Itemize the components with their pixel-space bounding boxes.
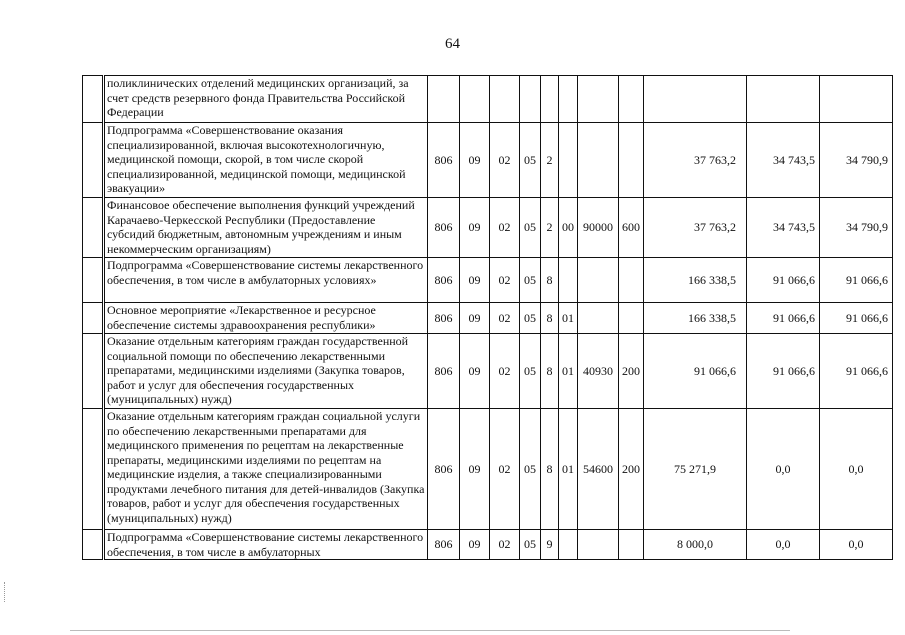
ved-code: 806 xyxy=(428,258,460,303)
amount-year-1: 166 338,5 xyxy=(644,258,747,303)
target-code-1: 05 xyxy=(520,409,541,530)
amount-year-3: 0,0 xyxy=(820,530,893,560)
section-code: 09 xyxy=(460,334,490,409)
ved-code: 806 xyxy=(428,409,460,530)
target-code-1: 05 xyxy=(520,303,541,334)
row-description: поликлинических отделений медицинских организаций, за счет средств резервного фонда Правительства Российской Федерации xyxy=(104,76,428,123)
table-row xyxy=(83,303,893,334)
target-code-4 xyxy=(578,303,619,334)
ved-code: 806 xyxy=(428,123,460,198)
expense-type-code xyxy=(619,530,644,560)
target-code-2: 2 xyxy=(541,198,559,258)
target-code-2: 8 xyxy=(541,258,559,303)
amount-year-2: 0,0 xyxy=(747,530,820,560)
subsection-code: 02 xyxy=(490,409,520,530)
table-row xyxy=(83,123,893,198)
subsection-code xyxy=(490,76,520,123)
target-code-1: 05 xyxy=(520,123,541,198)
amount-year-1: 166 338,5 xyxy=(644,303,747,334)
section-code: 09 xyxy=(460,530,490,560)
amount-year-1: 37 763,2 xyxy=(644,123,747,198)
amount-year-2: 34 743,5 xyxy=(747,123,820,198)
amount-year-3: 34 790,9 xyxy=(820,198,893,258)
subsection-code: 02 xyxy=(490,334,520,409)
target-code-3: 01 xyxy=(559,303,578,334)
amount-year-3: 34 790,9 xyxy=(820,123,893,198)
ved-code: 806 xyxy=(428,303,460,334)
target-code-1: 05 xyxy=(520,258,541,303)
row-description: Подпрограмма «Совершенствование системы лекарственного обеспечения, в том числе в амбулаторных xyxy=(104,530,428,560)
amount-year-3: 91 066,6 xyxy=(820,258,893,303)
row-description: Подпрограмма «Совершенствование оказания специализированной, включая высокотехнологичную, медицинской помощи, скорой, в том числе скорой специализированной, медицинской помощи, медицинской эвакуации» xyxy=(104,123,428,198)
amount-year-2: 0,0 xyxy=(747,409,820,530)
table-row xyxy=(83,334,893,409)
target-code-4 xyxy=(578,530,619,560)
target-code-4 xyxy=(578,76,619,123)
subsection-code: 02 xyxy=(490,303,520,334)
target-code-3 xyxy=(559,123,578,198)
expense-type-code xyxy=(619,76,644,123)
subsection-code: 02 xyxy=(490,123,520,198)
target-code-2: 8 xyxy=(541,409,559,530)
ved-code xyxy=(428,76,460,123)
target-code-4 xyxy=(578,123,619,198)
target-code-3: 01 xyxy=(559,334,578,409)
target-code-3: 01 xyxy=(559,409,578,530)
subsection-code: 02 xyxy=(490,198,520,258)
amount-year-1 xyxy=(644,76,747,123)
amount-year-3 xyxy=(820,76,893,123)
section-code: 09 xyxy=(460,303,490,334)
expense-type-code xyxy=(619,258,644,303)
target-code-2 xyxy=(541,76,559,123)
expense-type-code: 200 xyxy=(619,334,644,409)
target-code-1: 05 xyxy=(520,198,541,258)
target-code-4: 54600 xyxy=(578,409,619,530)
table-row xyxy=(83,198,893,258)
amount-year-3: 91 066,6 xyxy=(820,303,893,334)
row-description: Оказание отдельным категориям граждан государственной социальной помощи по обеспечению лекарственными препаратами, медицинскими изделиями (Закупка товаров, работ и услуг для обеспечения государственных (муниципальных) нужд) xyxy=(104,334,428,409)
section-code: 09 xyxy=(460,409,490,530)
expense-type-code: 200 xyxy=(619,409,644,530)
target-code-2: 8 xyxy=(541,334,559,409)
section-code xyxy=(460,76,490,123)
target-code-2: 2 xyxy=(541,123,559,198)
row-description: Основное мероприятие «Лекарственное и ресурсное обеспечение системы здравоохранения республики» xyxy=(104,303,428,334)
target-code-1 xyxy=(520,76,541,123)
subsection-code: 02 xyxy=(490,530,520,560)
row-description: Оказание отдельным категориям граждан социальной услуги по обеспечению лекарственными препаратами для медицинского применения по рецептам на лекарственные препараты, медицинскими изделиями по рецептам на медицинские изделия, а также специализированными продуктами лечебного питания для детей-инвалидов (Закупка товаров, работ и услуг для обеспечения государственных (муниципальных) нужд) xyxy=(104,409,428,530)
table-row xyxy=(83,76,893,123)
subsection-code: 02 xyxy=(490,258,520,303)
target-code-3 xyxy=(559,258,578,303)
amount-year-2: 91 066,6 xyxy=(747,258,820,303)
budget-table xyxy=(82,75,893,560)
table-row xyxy=(83,409,893,530)
row-description: Подпрограмма «Совершенствование системы лекарственного обеспечения, в том числе в амбулаторных условиях» xyxy=(104,258,428,303)
expense-type-code xyxy=(619,123,644,198)
amount-year-1: 75 271,9 xyxy=(644,409,747,530)
page-number: 64 xyxy=(445,36,460,52)
section-code: 09 xyxy=(460,123,490,198)
expense-type-code: 600 xyxy=(619,198,644,258)
table-row xyxy=(83,530,893,560)
row-description: Финансовое обеспечение выполнения функций учреждений Карачаево-Черкесской Республики (Предоставление субсидий бюджетным, автономным учреждениям и иным некоммерческим организациям) xyxy=(104,198,428,258)
amount-year-2: 91 066,6 xyxy=(747,334,820,409)
amount-year-1: 37 763,2 xyxy=(644,198,747,258)
expense-type-code xyxy=(619,303,644,334)
target-code-3 xyxy=(559,530,578,560)
target-code-2: 9 xyxy=(541,530,559,560)
amount-year-1: 91 066,6 xyxy=(644,334,747,409)
amount-year-3: 0,0 xyxy=(820,409,893,530)
section-code: 09 xyxy=(460,198,490,258)
target-code-4: 40930 xyxy=(578,334,619,409)
amount-year-2: 91 066,6 xyxy=(747,303,820,334)
table-row xyxy=(83,258,893,303)
target-code-3: 00 xyxy=(559,198,578,258)
ved-code: 806 xyxy=(428,198,460,258)
page-bottom-divider xyxy=(70,630,790,631)
amount-year-2 xyxy=(747,76,820,123)
target-code-2: 8 xyxy=(541,303,559,334)
section-code: 09 xyxy=(460,258,490,303)
target-code-4 xyxy=(578,258,619,303)
target-code-4: 90000 xyxy=(578,198,619,258)
amount-year-1: 8 000,0 xyxy=(644,530,747,560)
target-code-1: 05 xyxy=(520,334,541,409)
target-code-3 xyxy=(559,76,578,123)
scan-margin-mark xyxy=(4,582,6,602)
ved-code: 806 xyxy=(428,530,460,560)
amount-year-2: 34 743,5 xyxy=(747,198,820,258)
target-code-1: 05 xyxy=(520,530,541,560)
amount-year-3: 91 066,6 xyxy=(820,334,893,409)
ved-code: 806 xyxy=(428,334,460,409)
